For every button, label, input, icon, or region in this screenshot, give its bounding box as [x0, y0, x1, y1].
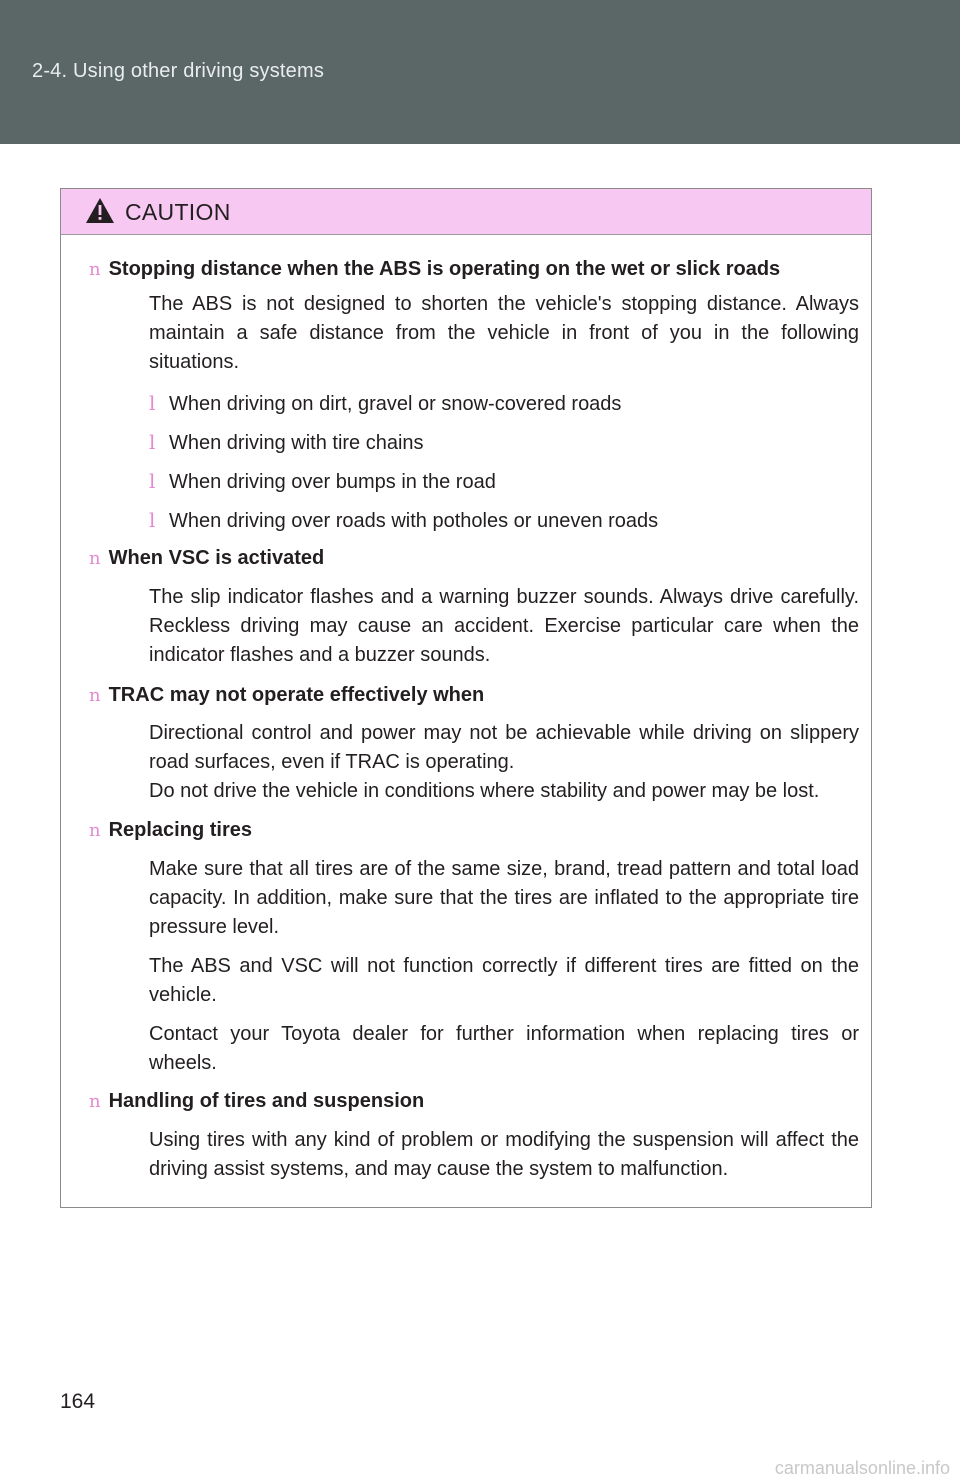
paragraph: Directional control and power may not be achievable while driving on slippery road surfaces, even if TRAC is operating. [149, 722, 859, 773]
square-bullet-icon: n [89, 685, 101, 706]
section-heading: n Handling of tires and suspension [89, 1090, 425, 1112]
square-bullet-icon: n [89, 259, 101, 280]
caution-label: CAUTION [125, 199, 231, 225]
square-bullet-icon: n [89, 548, 101, 569]
caution-box [60, 188, 872, 1208]
paragraph: The ABS is not designed to shorten the vehicle's stopping distance. Always maintain a safe distance from the vehicle in front of you in the following situations. [149, 293, 859, 373]
section-heading: n Stopping distance when the ABS is operating on the wet or slick roads [89, 258, 781, 280]
list-item: l When driving on dirt, gravel or snow-covered roads [149, 391, 622, 415]
section-title: 2-4. Using other driving systems [32, 60, 325, 82]
bullet-icon: l [149, 430, 156, 454]
list-item: l When driving over roads with potholes or uneven roads [149, 508, 659, 532]
list-item: l When driving over bumps in the road [149, 469, 496, 493]
square-bullet-icon: n [89, 1091, 101, 1112]
list-item: l When driving with tire chains [149, 430, 424, 454]
paragraph: Do not drive the vehicle in conditions where stability and power may be lost. [149, 780, 820, 802]
paragraph: Make sure that all tires are of the same size, brand, tread pattern and total load capacity. In addition, make sure that the tires are inflated to the appropriate tire pressure level. [149, 858, 859, 938]
square-bullet-icon: n [89, 820, 101, 841]
page-header [0, 0, 960, 144]
paragraph: The slip indicator flashes and a warning buzzer sounds. Always drive carefully. Reckless driving may cause an accident. Exercise particular care when the indicator flashes and a buzzer sounds. [149, 586, 859, 666]
bullet-icon: l [149, 469, 156, 493]
paragraph: Contact your Toyota dealer for further information when replacing tires or wheels. [149, 1023, 859, 1074]
paragraph: Using tires with any kind of problem or modifying the suspension will affect the driving assist systems, and may cause the system to malfunction. [149, 1129, 859, 1180]
section-heading: n Replacing tires [89, 819, 252, 841]
page-number: 164 [60, 1390, 96, 1413]
section-heading: n When VSC is activated [89, 547, 325, 569]
bullet-icon: l [149, 508, 156, 532]
section-heading: n TRAC may not operate effectively when [89, 684, 485, 706]
paragraph: The ABS and VSC will not function correctly if different tires are fitted on the vehicle. [149, 955, 859, 1006]
warning-triangle-icon [85, 197, 115, 224]
caution-header [61, 189, 871, 235]
watermark: carmanualsonline.info [774, 1458, 950, 1478]
bullet-icon: l [149, 391, 156, 415]
